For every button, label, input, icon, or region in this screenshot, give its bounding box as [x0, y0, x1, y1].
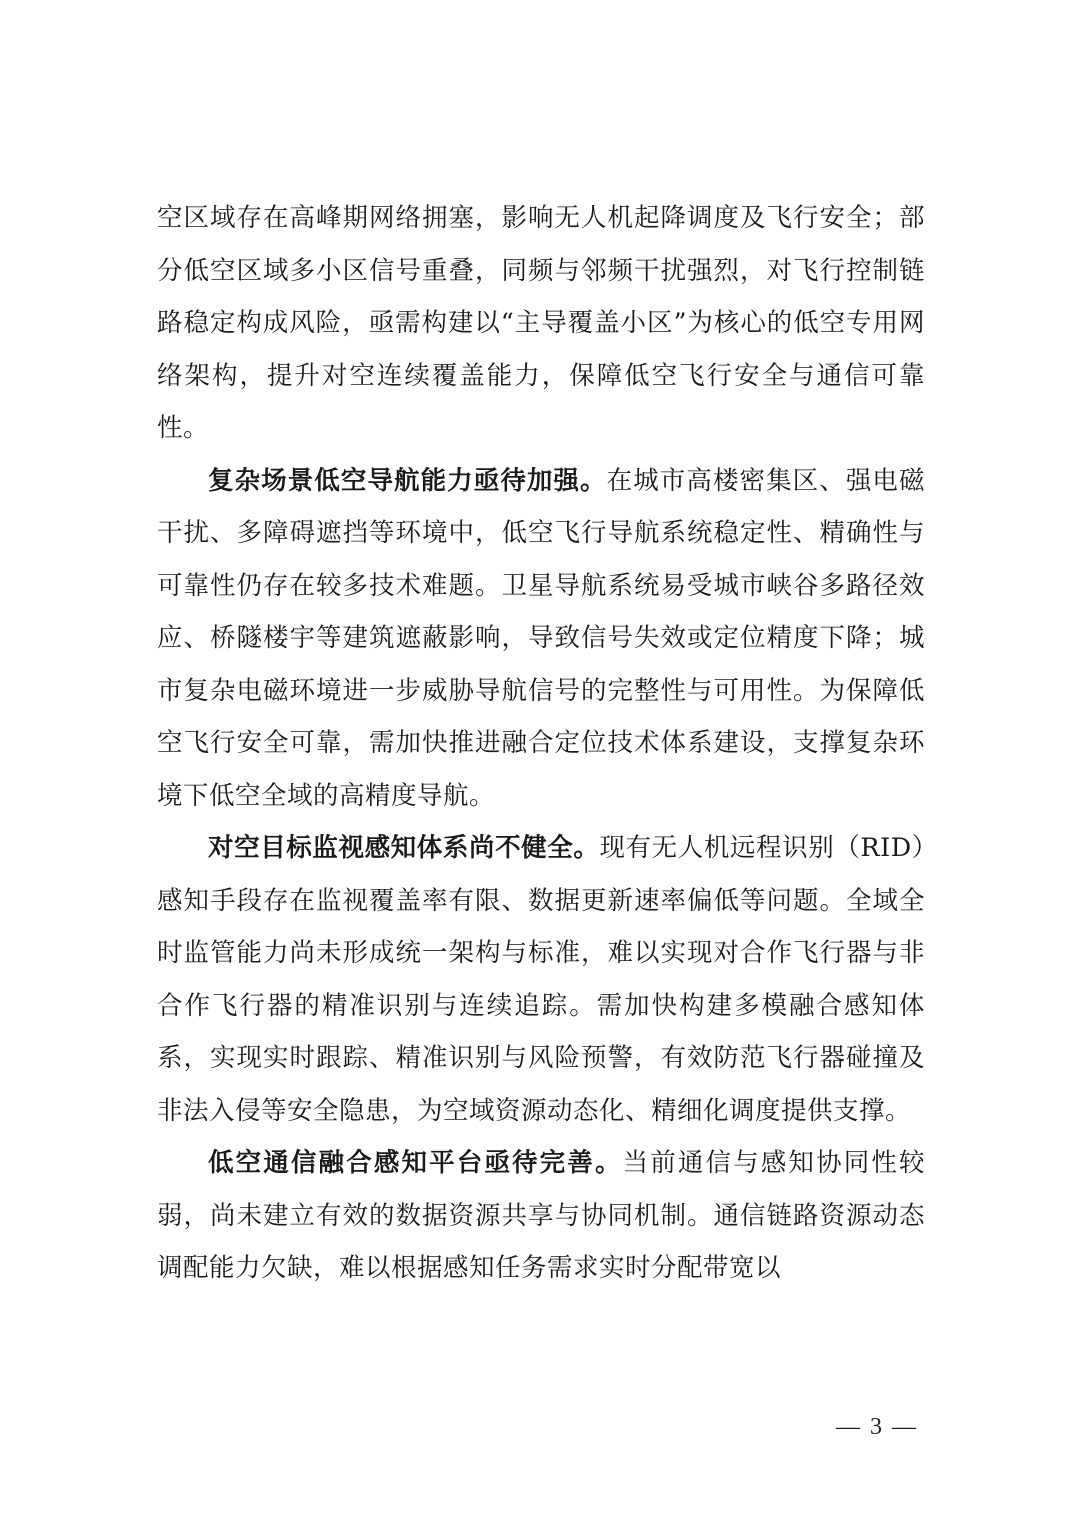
paragraph-4-heading: 低空通信融合感知平台亟待完善。	[208, 1148, 623, 1178]
paragraph-1-text: 空区域存在高峰期网络拥塞，影响无人机起降调度及飞行安全；部分低空区域多小区信号重叠，同频与邻频干扰强烈，对飞行控制链路稳定构成风险，亟需构建以“主导覆盖小区”为核心的低空专用网络架构，提升对空连续覆盖能力，保障低空飞行安全与通信可靠性。	[157, 203, 925, 443]
paragraph-2-text: 在城市高楼密集区、强电磁干扰、多障碍遮挡等环境中，低空飞行导航系统稳定性、精确性与可靠性仍存在较多技术难题。卫星导航系统易受城市峡谷多路径效应、桥隧楼宇等建筑遮蔽影响，导致信号失效或定位精度下降；城市复杂电磁环境进一步威胁导航信号的完整性与可用性。为保障低空飞行安全可靠，需加快推进融合定位技术体系建设，支撑复杂环境下低空全域的高精度导航。	[157, 465, 925, 811]
page-number: — 3 —	[836, 1414, 918, 1440]
document-page	[157, 192, 925, 1295]
paragraph-3-text: 现有无人机远程识别（RID）感知手段存在监视覆盖率有限、数据更新速率偏低等问题。全域全时监管能力尚未形成统一架构与标准，难以实现对合作飞行器与非合作飞行器的精准识别与连续追踪。需加快构建多模融合感知体系，实现实时跟踪、精准识别与风险预警，有效防范飞行器碰撞及非法入侵等安全隐患，为空域资源动态化、精细化调度提供支撑。	[157, 833, 925, 1126]
paragraph-3	[157, 822, 925, 1137]
paragraph-3-heading: 对空目标监视感知体系尚不健全。	[208, 833, 600, 863]
paragraph-1	[157, 192, 925, 455]
paragraph-2	[157, 455, 925, 823]
paragraph-4	[157, 1137, 925, 1295]
paragraph-2-heading: 复杂场景低空导航能力亟待加强。	[208, 465, 607, 496]
paragraph-4-text: 当前通信与感知协同性较弱，尚未建立有效的数据资源共享与协同机制。通信链路资源动态调配能力欠缺，难以根据感知任务需求实时分配带宽以	[157, 1148, 925, 1283]
